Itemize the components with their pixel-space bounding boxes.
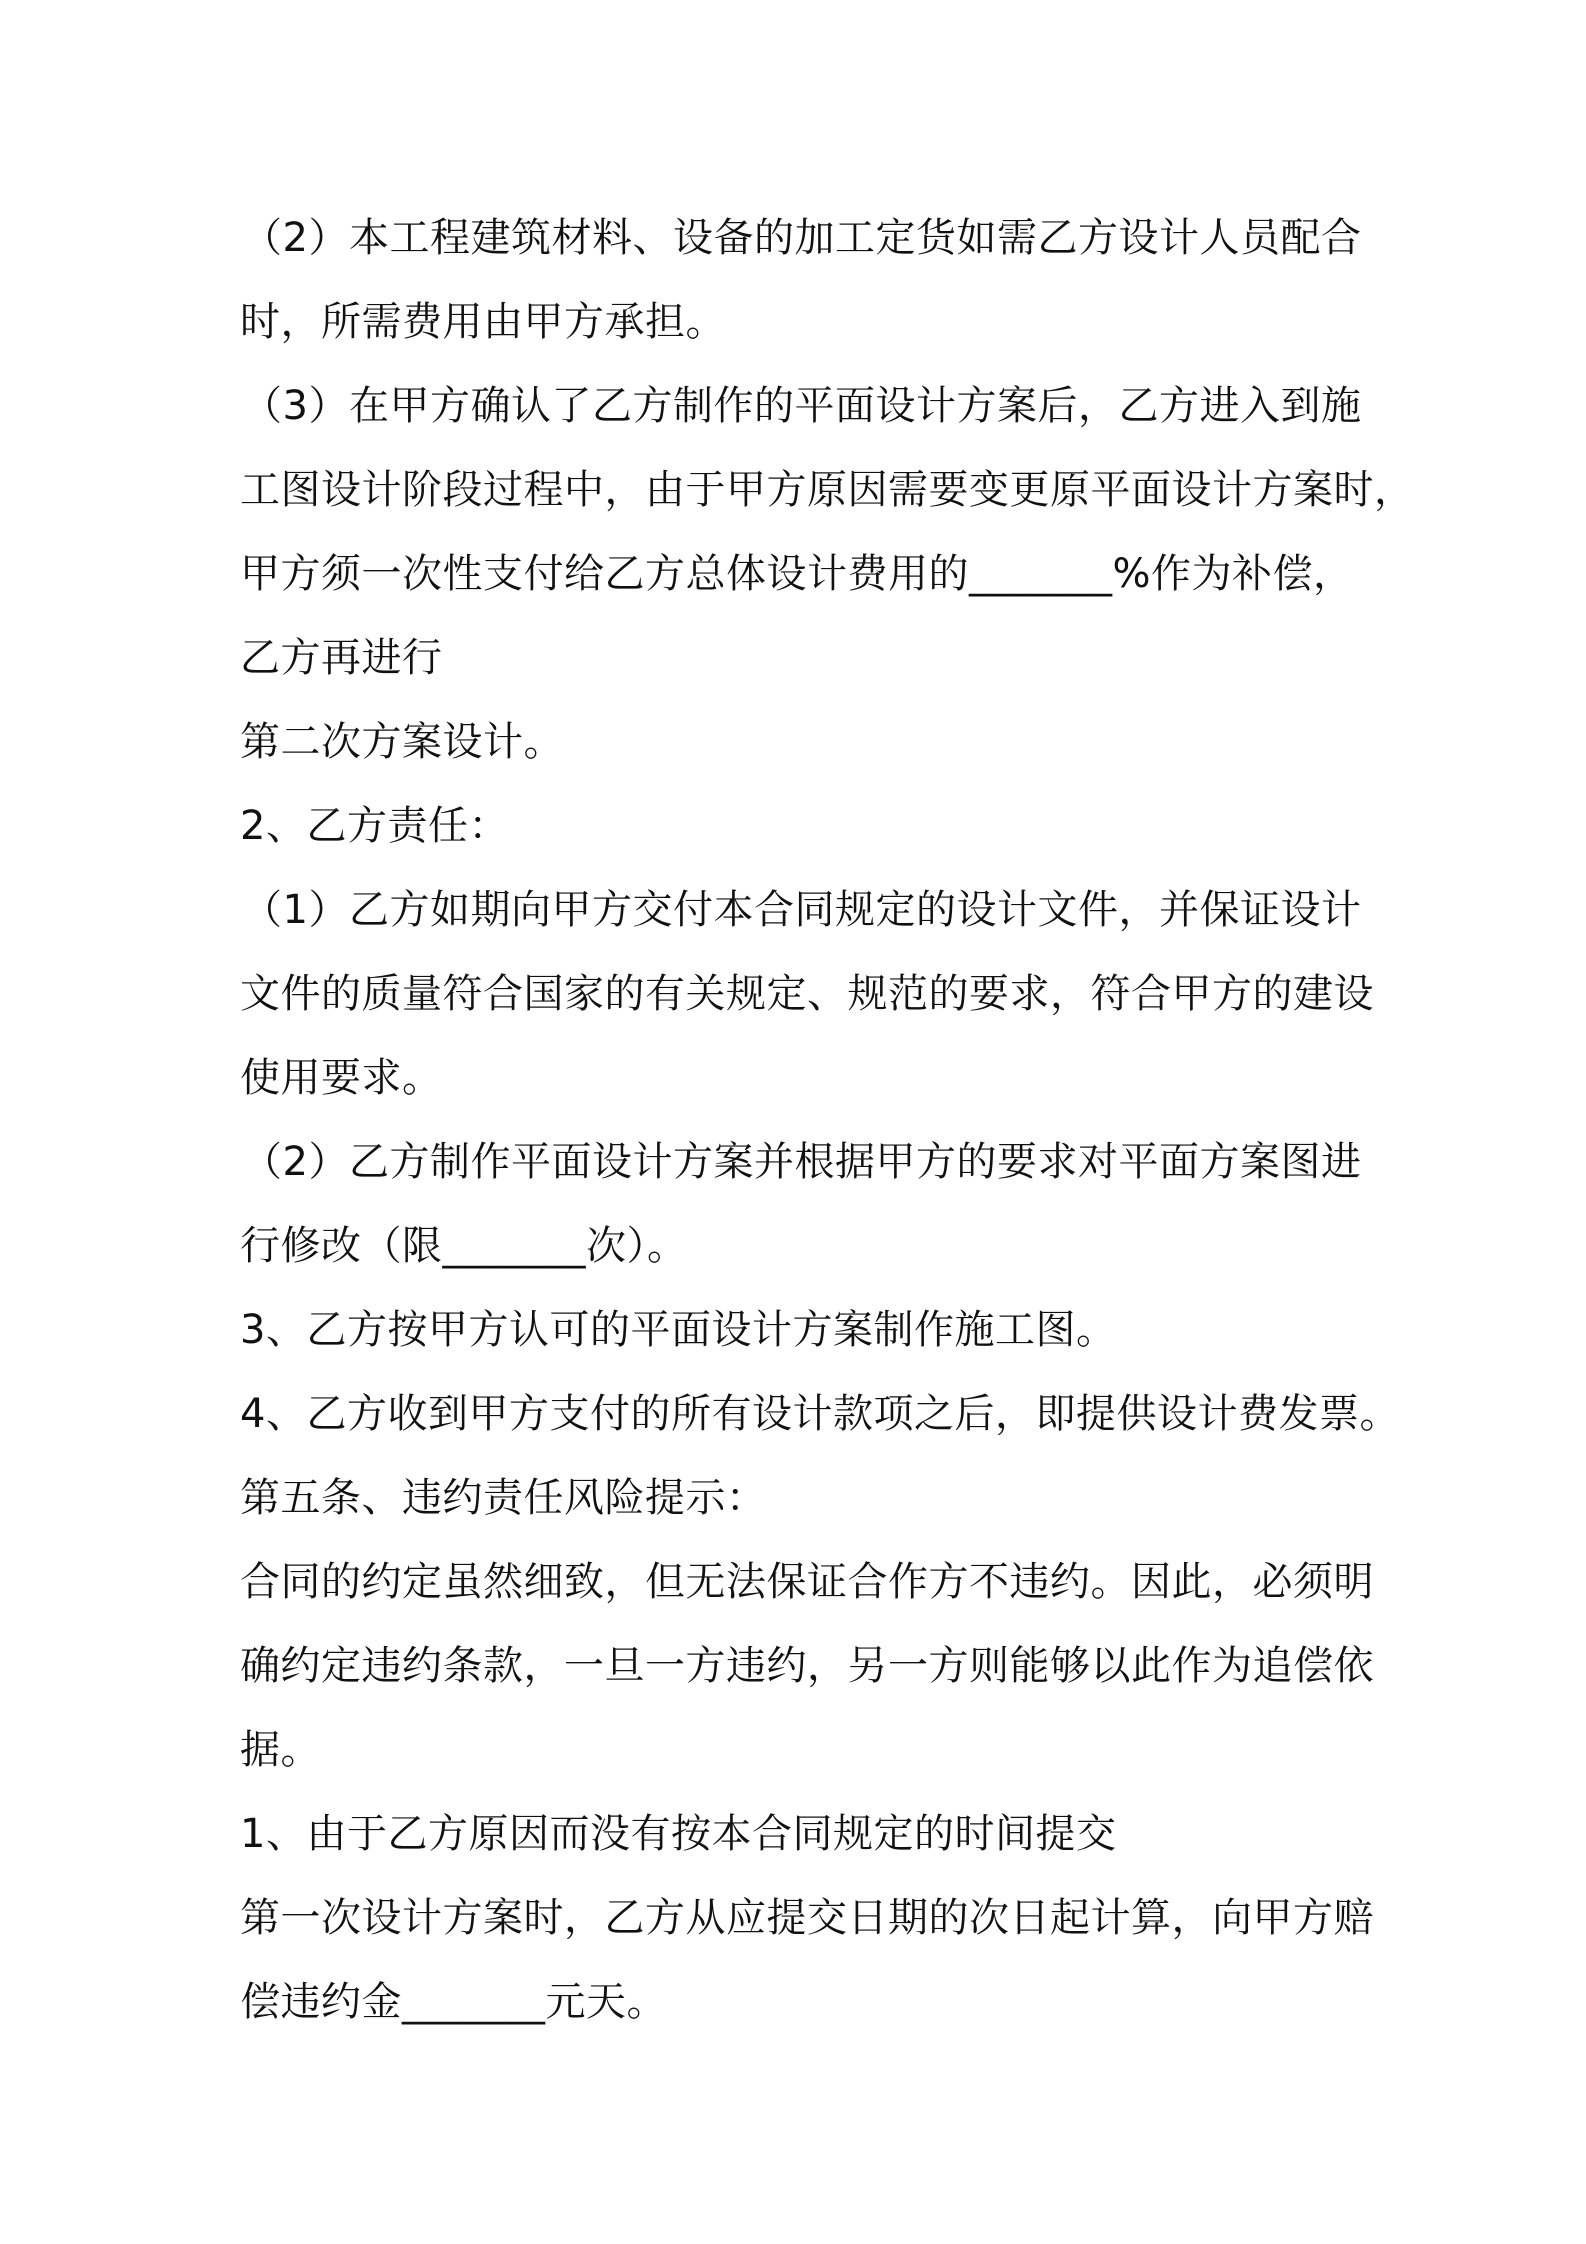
text-line: 第二次方案设计。 [240,719,564,765]
text-line: 第一次设计方案时，乙方从应提交日期的次日起计算，向甲方赔 [240,1895,1374,1941]
text-line: （3）在甲方确认了乙方制作的平面设计方案后，乙方进入到施 [242,383,1362,429]
text-line: （2）乙方制作平面设计方案并根据甲方的要求对平面方案图进 [242,1139,1362,1185]
text-line: 乙方再进行 [240,635,443,681]
text-line: 文件的质量符合国家的有关规定、规范的要求，符合甲方的建设 [240,971,1374,1017]
text-line: 使用要求。 [240,1055,443,1101]
text-line: 3、乙方按甲方认可的平面设计方案制作施工图。 [240,1307,1117,1353]
text-line: 4、乙方收到甲方支付的所有设计款项之后，即提供设计费发票。 [240,1391,1400,1437]
text-line: 偿违约金_______元天。 [240,1979,667,2025]
text-line: （1）乙方如期向甲方交付本合同规定的设计文件，并保证设计 [242,887,1362,933]
text-line: 行修改（限_______次）。 [240,1223,688,1269]
text-line: 工图设计阶段过程中，由于甲方原因需要变更原平面设计方案时， [240,467,1415,513]
text-line: （2）本工程建筑材料、设备的加工定货如需乙方设计人员配合 [242,215,1362,261]
text-line: 确约定违约条款，一旦一方违约，另一方则能够以此作为追偿依 [240,1643,1374,1689]
section-heading: 第五条、违约责任风险提示： [240,1475,767,1521]
text-line: 据。 [240,1727,321,1773]
text-line: 甲方须一次性支付给乙方总体设计费用的_______%作为补偿， [240,551,1354,597]
text-line: 合同的约定虽然细致，但无法保证合作方不违约。因此，必须明 [240,1559,1374,1605]
text-line: 1、由于乙方原因而没有按本合同规定的时间提交 [240,1811,1117,1857]
document-body [240,196,1415,2044]
section-heading: 2、乙方责任： [240,803,509,849]
text-line: 时，所需费用由甲方承担。 [240,299,726,345]
